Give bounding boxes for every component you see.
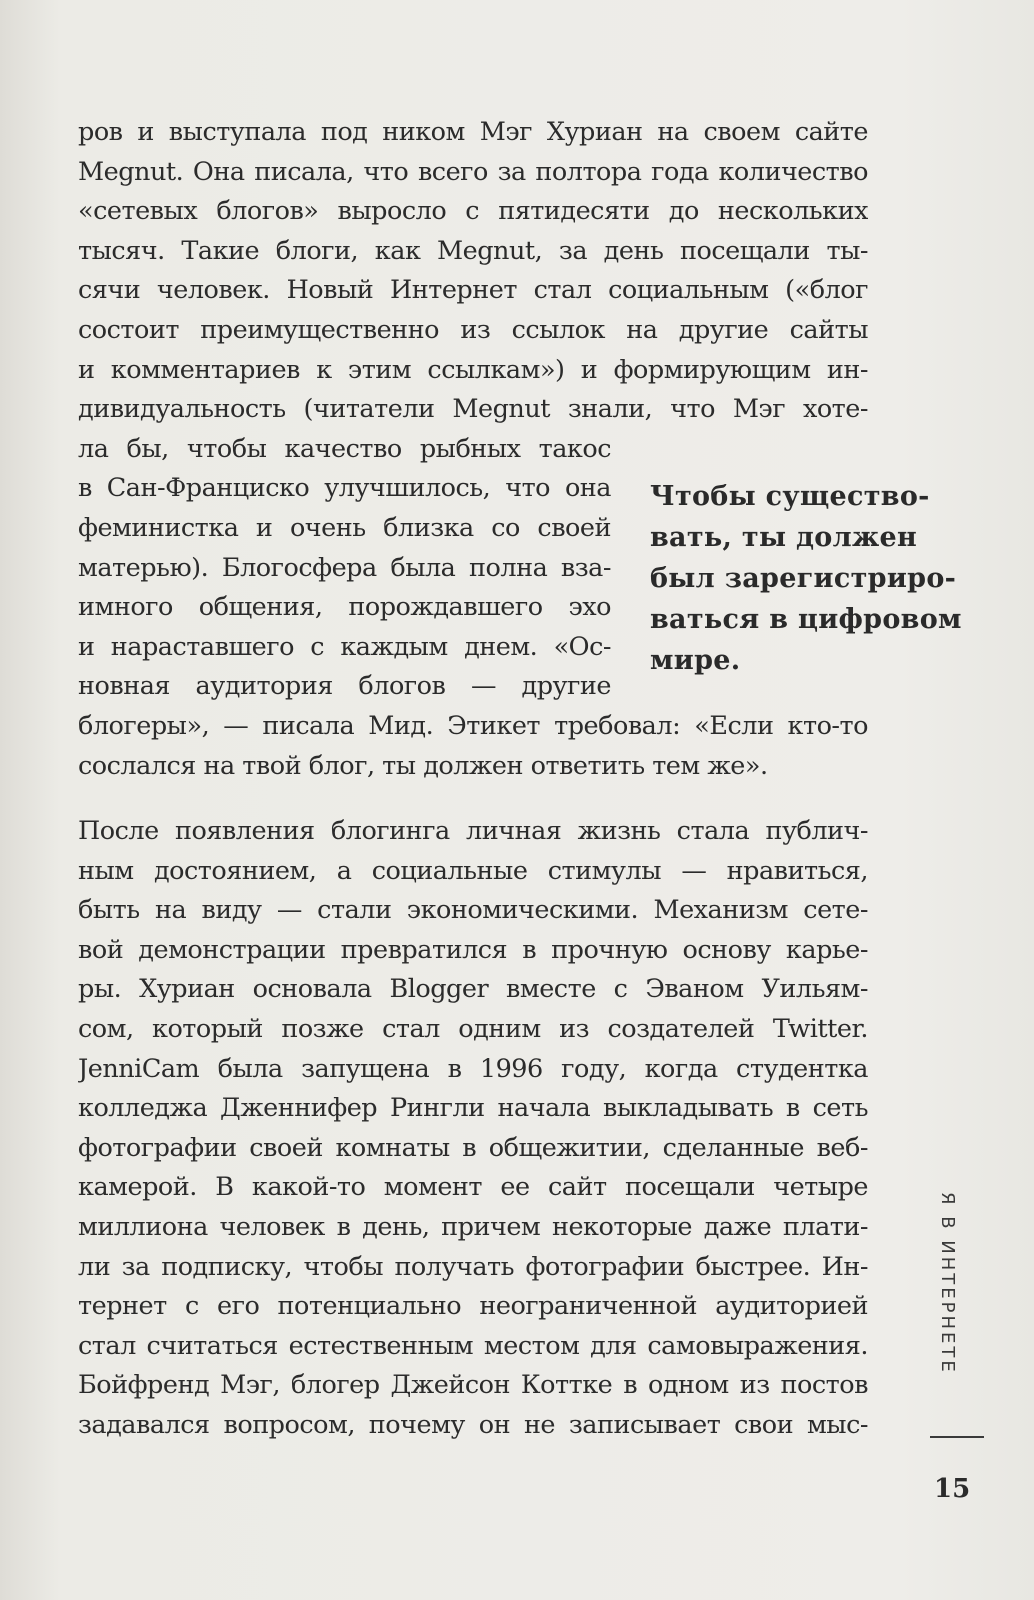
page-number: 15 [934,1474,971,1504]
text-line: и комментариев к этим ссылкам») и формирующим ин- [78,354,868,385]
text-line: в Сан-Франциско улучшилось, что она [78,473,611,504]
text-line: Бойфренд Мэг, блогер Джейсон Коттке в одном из постов [78,1370,868,1401]
pull-quote-line: вать, ты должен [650,522,918,553]
text-line: «сетевых блогов» выросло с пятидесяти до нескольких [78,196,868,227]
text-line: сослался на твой блог, ты должен ответить тем же». [78,750,768,781]
text-line: блогеры», — писала Мид. Этикет требовал: «Если кто-то [78,710,868,741]
pull-quote-line: мире. [650,645,741,676]
text-line: ров и выступала под ником Мэг Хуриан на своем сайте [78,117,868,147]
pull-quote-line: ваться в цифровом [650,604,962,635]
text-line: ла бы, чтобы качество рыбных такос [78,433,611,464]
text-line: миллиона человек в день, причем некоторые даже плати- [78,1212,868,1243]
text-line: быть на виду — стали экономическими. Механизм сете- [78,895,868,926]
text-line: фотографии своей комнаты в общежитии, сделанные веб- [78,1132,868,1163]
text-line: сячи человек. Новый Интернет стал социальным («блог [78,275,868,306]
text-line: сом, который позже стал одним из создателей Twitter. [78,1014,868,1045]
text-line: вой демонстрации превратился в прочную основу карье- [78,934,868,965]
text-line: ли за подписку, чтобы получать фотографии быстрее. Ин- [78,1251,868,1282]
text-line: феминистка и очень близка со своей [78,512,611,543]
text-line: ным достоянием, а социальные стимулы — нравиться, [78,855,868,886]
text-line: тернет с его потенциально неограниченной аудиторией [78,1291,868,1322]
paragraph-gap [78,786,868,812]
text-line: JenniCam была запущена в 1996 году, когда студентка [78,1053,868,1084]
pull-quote [650,476,980,681]
text-line: новная аудитория блогов — другие [78,671,611,702]
pull-quote-line: Чтобы существо- [650,481,930,512]
text-line: состоит преимущественно из ссылок на другие сайты [78,314,868,345]
text-line: ры. Хуриан основала Blogger вместе с Эваном Уильям- [78,974,868,1005]
paragraph-1 [78,113,868,786]
footer-rule [930,1436,984,1438]
text-line: стал считаться естественным местом для самовыражения. [78,1330,868,1361]
text-line: дивидуальность (читатели Megnut знали, что Мэг хоте- [78,394,868,425]
text-line: колледжа Дженнифер Рингли начала выкладывать в сеть [78,1093,868,1124]
text-line: имного общения, порождавшего эхо [78,592,611,623]
text-line: и нараставшего с каждым днем. «Ос- [78,631,611,662]
paragraph-2 [78,812,868,1446]
text-line: матерью). Блогосфера была полна вза- [78,552,611,583]
text-line: Megnut. Она писала, что всего за полтора года количество [78,156,868,187]
text-line: После появления блогинга личная жизнь стала публич- [78,816,868,847]
pull-quote-line: был зарегистриро- [650,563,957,594]
text-line: тысяч. Такие блоги, как Megnut, за день посещали ты- [78,235,868,266]
body-text [78,113,868,1446]
running-head: Я В ИНТЕРНЕТЕ [937,1192,958,1375]
text-line: камерой. В какой-то момент ее сайт посещали четыре [78,1172,868,1203]
text-line: задавался вопросом, почему он не записывает свои мыс- [78,1410,868,1440]
